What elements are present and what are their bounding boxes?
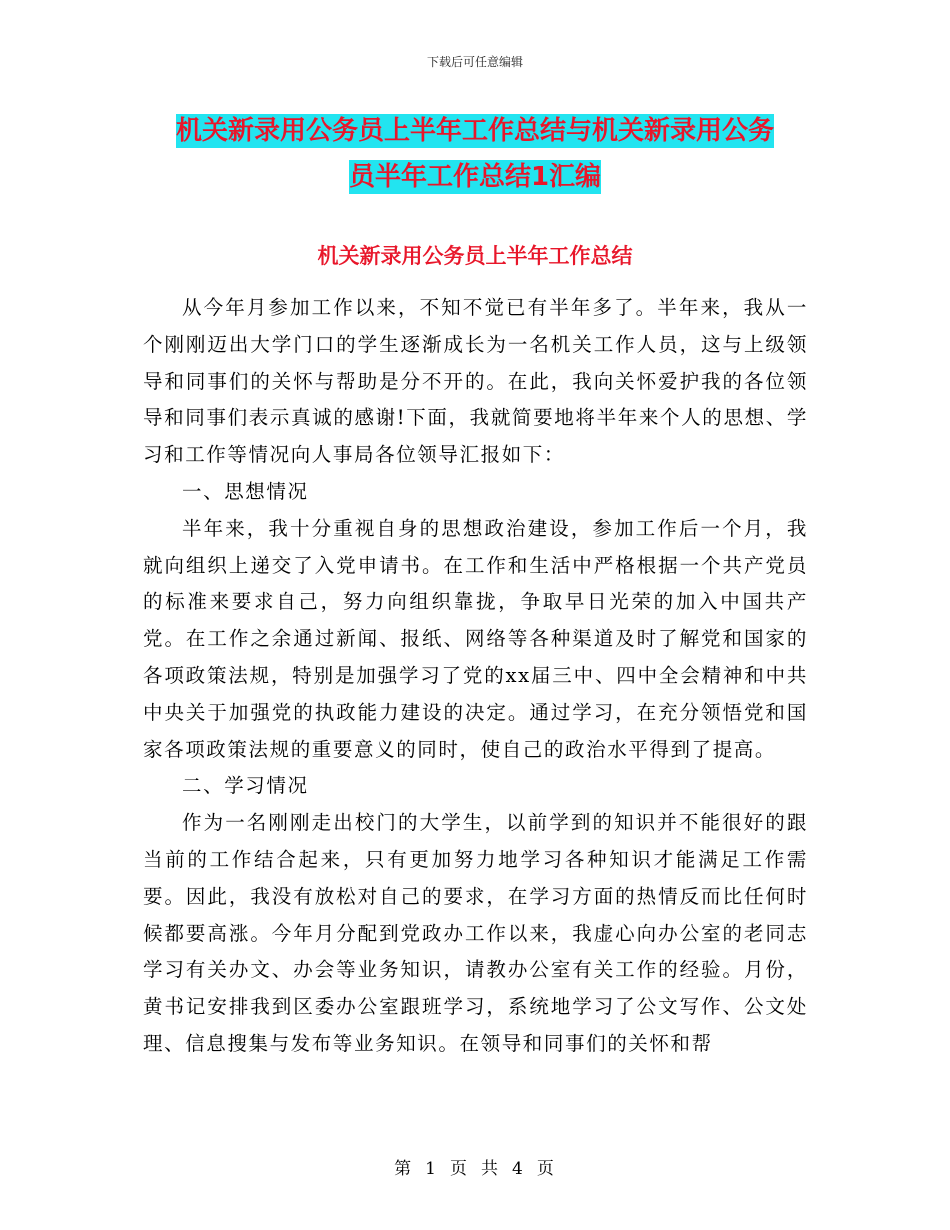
footer-label-di: 第 bbox=[394, 1159, 414, 1179]
main-title bbox=[140, 108, 810, 200]
footer-label-ye: 页 bbox=[450, 1159, 469, 1179]
paragraph-intro: 从今年月参加工作以来，不知不觉已有半年多了。半年来，我从一个刚刚迈出大学门口的学生逐渐成长为一名机关工作人员，这与上级领导和同事们的关怀与帮助是分不开的。在此，我向关怀爱护我的各位领导和同事们表示真诚的感谢!下面，我就简要地将半年来个人的思想、学习和工作等情况向人事局各位领导汇报如下： bbox=[143, 296, 808, 467]
header-note: 下载后可任意编辑 bbox=[426, 55, 523, 69]
page-current: 1 bbox=[425, 1159, 438, 1179]
heading-study: 二、学习情况 bbox=[182, 774, 309, 798]
footer-label-gong: 共 bbox=[481, 1159, 500, 1179]
page-total: 4 bbox=[512, 1159, 525, 1179]
paragraph-thought: 半年来，我十分重视自身的思想政治建设，参加工作后一个月，我就向组织上递交了入党申请书。在工作和生活中严格根据一个共产党员的标准来要求自己，努力向组织靠拢，争取早日光荣的加入中国共产党。在工作之余通过新闻、报纸、网络等各种渠道及时了解党和国家的各项政策法规，特别是加强学习了党的xx届三中、四中全会精神和中共中央关于加强党的执政能力建设的决定。通过学习，在充分领悟党和国家各项政策法规的重要意义的同时，使自己的政治水平得到了提高。 bbox=[143, 516, 808, 761]
main-title-line2: 员半年工作总结1汇编 bbox=[348, 162, 602, 192]
heading-thought: 一、思想情况 bbox=[182, 479, 309, 503]
main-title-line1: 机关新录用公务员上半年工作总结与机关新录用公务 bbox=[175, 116, 774, 146]
document-body bbox=[143, 290, 808, 1063]
section-title: 机关新录用公务员上半年工作总结 bbox=[317, 244, 633, 268]
footer-label-ye2: 页 bbox=[536, 1159, 556, 1179]
paragraph-study: 作为一名刚刚走出校门的大学生，以前学到的知识并不能很好的跟当前的工作结合起来，只有更加努力地学习各种知识才能满足工作需要。因此，我没有放松对自己的要求，在学习方面的热情反而比任何时候都要高涨。今年月分配到党政办工作以来，我虚心向办公室的老同志学习有关办文、办会等业务知识，请教办公室有关工作的经验。月份，黄书记安排我到区委办公室跟班学习，系统地学习了公文写作、公文处理、信息搜集与发布等业务知识。在领导和同事们的关怀和帮 bbox=[143, 811, 808, 1055]
page-footer bbox=[0, 1154, 950, 1179]
